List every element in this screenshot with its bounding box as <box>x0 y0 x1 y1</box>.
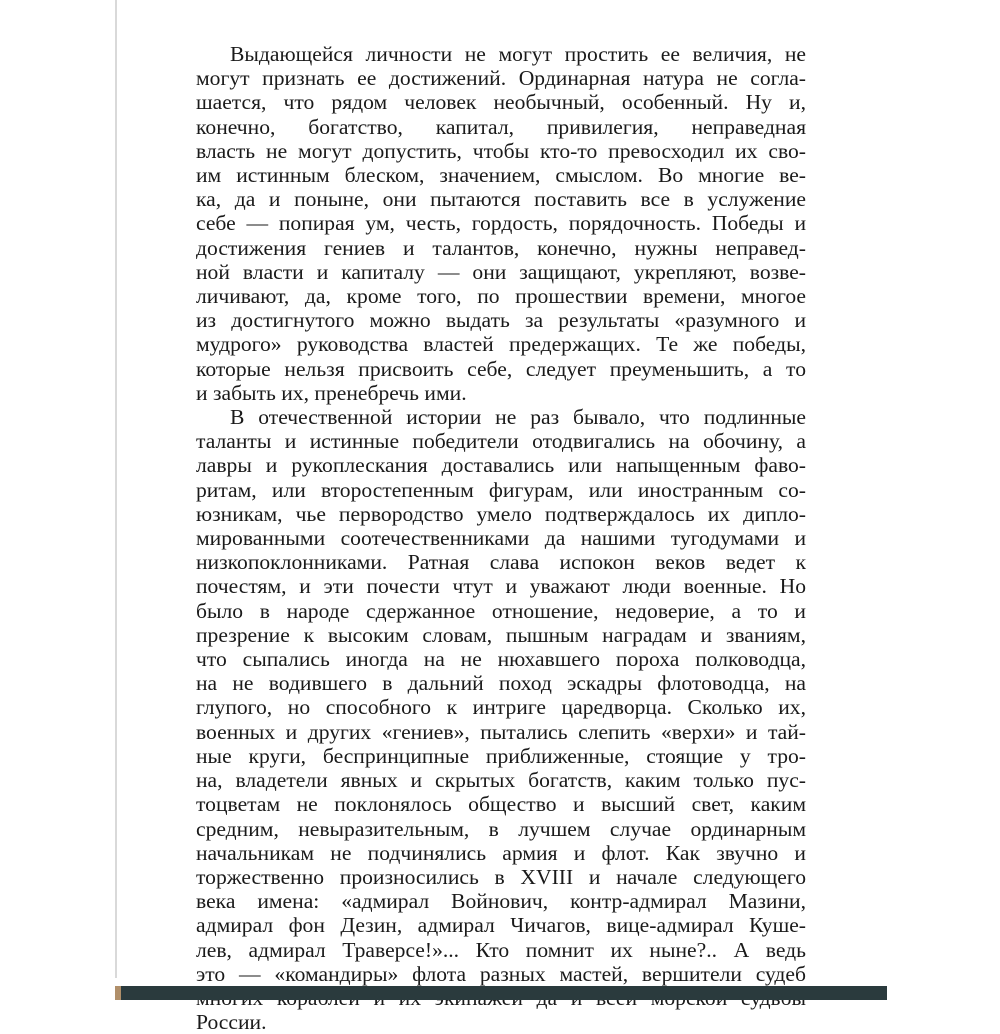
paragraph-1 <box>196 42 806 405</box>
bottom-strip-accent <box>115 986 121 1000</box>
text-line: средним, невыразительным, в лучшем случае ординарным <box>196 816 806 841</box>
text-line: адмирал фон Дезин, адмирал Чичагов, вице-адмирал Куше- <box>196 913 806 938</box>
page-edge-divider <box>115 0 117 978</box>
text-line: почестям, и эти почести чтут и уважают люди военные. Но <box>196 574 806 599</box>
text-line: могут признать ее достижений. Ординарная натура не согла- <box>196 66 806 91</box>
text-line: Выдающейся личности не могут простить ее величия, не <box>230 42 806 66</box>
text-line: мированными соотечественниками да нашими тугодумами и <box>196 526 806 551</box>
text-line: из достигнутого можно выдать за результаты «разумного и <box>196 308 806 333</box>
text-line: на не водившего в дальний поход эскадры флотоводца, на <box>196 671 806 696</box>
text-line: начальникам не подчинялись армия и флот. Как звучно и <box>196 840 806 865</box>
text-line: презрение к высоким словам, пышным наградам и званиям, <box>196 622 806 647</box>
text-line: это — «командиры» флота разных мастей, вершители судеб <box>196 961 806 986</box>
text-line: лев, адмирал Траверсе!»... Кто помнит их ныне?.. А ведь <box>196 937 806 962</box>
text-line: таланты и истинные победители отодвигались на обочину, а <box>196 429 806 454</box>
text-line: ритам, или второстепенным фигурам, или иностранным со- <box>196 477 806 502</box>
text-line: юзникам, чье первородство умело подтверждалось их дипло- <box>196 501 806 526</box>
text-line: конечно, богатство, капитал, привилегия, неправедная <box>196 114 806 139</box>
text-line: достижения гениев и талантов, конечно, нужны неправед- <box>196 235 806 260</box>
text-line: ной власти и капиталу — они защищают, укрепляют, возве- <box>196 259 806 284</box>
text-line: В отечественной истории не раз бывало, что подлинные <box>230 405 806 430</box>
text-line: власть не могут допустить, чтобы кто-то превосходил их сво- <box>196 138 806 163</box>
bottom-dark-strip <box>115 986 887 1000</box>
text-line: шается, что рядом человек необычный, особенный. Ну и, <box>196 90 806 115</box>
text-line: глупого, но способного к интриге царедворца. Сколько их, <box>196 695 806 720</box>
text-line: на, владетели явных и скрытых богатств, каким только пус- <box>196 768 806 793</box>
text-line: лавры и рукоплескания доставались или напыщенным фаво- <box>196 453 806 478</box>
body-text <box>196 42 806 1034</box>
text-line: ка, да и поныне, они пытаются поставить все в услужение <box>196 187 806 212</box>
text-line: и забыть их, пренебречь ими. <box>196 380 467 405</box>
text-line: было в народе сдержанное отношение, недоверие, а то и <box>196 598 806 623</box>
text-line: низкопоклонниками. Ратная слава испокон веков ведет к <box>196 550 806 575</box>
text-line: военных и других «гениев», пытались слепить «верхи» и тай- <box>196 719 806 744</box>
text-line: мудрого» руководства властей предержащих. Те же победы, <box>196 332 806 357</box>
text-line: себе — попирая ум, честь, гордость, порядочность. Победы и <box>196 211 806 236</box>
text-line: торжественно произносились в XVIII и начале следующего <box>196 864 806 889</box>
text-line: России. <box>196 1010 267 1034</box>
text-line: им истинным блеском, значением, смыслом. Во многие ве- <box>196 163 806 188</box>
text-line: что сыпались иногда на не нюхавшего пороха полководца, <box>196 647 806 672</box>
text-line: века имена: «адмирал Войнович, контр-адмирал Мазини, <box>196 889 806 914</box>
paragraph-2 <box>196 405 806 1034</box>
text-line: личивают, да, кроме того, по прошествии времени, многое <box>196 284 806 309</box>
text-line: тоцветам не поклонялось общество и высший свет, каким <box>196 792 806 817</box>
text-line: которые нельзя присвоить себе, следует преуменьшить, а то <box>196 356 806 381</box>
text-line: ные круги, беспринципные приближенные, стоящие у тро- <box>196 743 806 768</box>
